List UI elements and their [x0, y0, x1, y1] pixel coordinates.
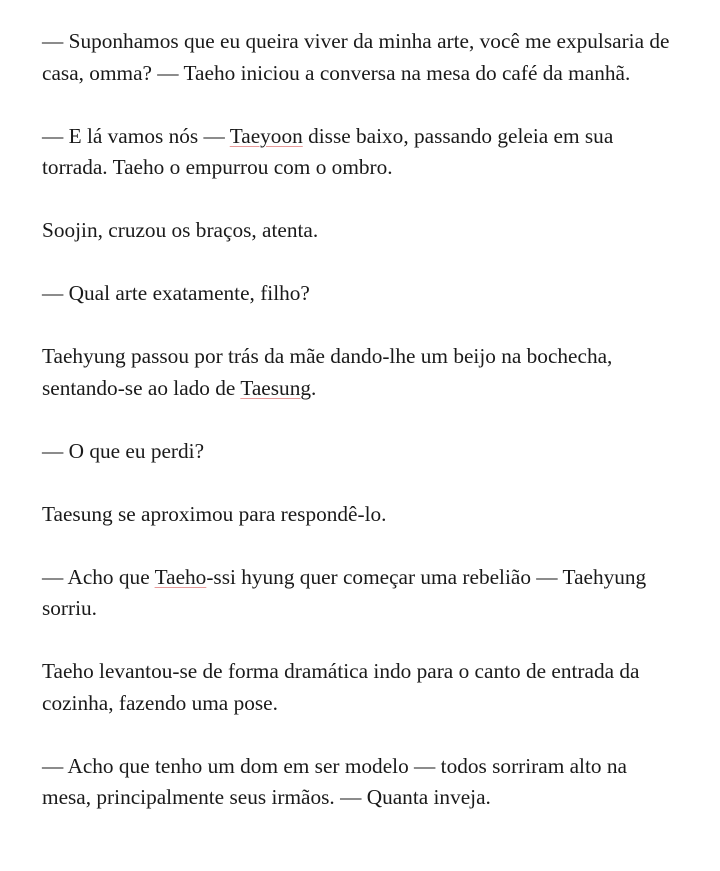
- paragraph-text: Taeho levantou-se de forma dramática indo para o canto de entrada da cozinha, fazendo uma pose.: [42, 659, 640, 715]
- paragraph-3: [42, 215, 678, 247]
- paragraph-text: — O que eu perdi?: [42, 438, 205, 463]
- misspelled-word-taesung[interactable]: Taesung: [240, 375, 311, 400]
- paragraph-1: [42, 26, 678, 89]
- paragraph-5: [42, 341, 678, 404]
- paragraph-7: [42, 499, 678, 531]
- paragraph-text: disse baixo, passando geleia em sua torrada. Taeho o empurrou com o ombro.: [42, 123, 614, 179]
- paragraph-text: — Qual arte exatamente, filho?: [42, 281, 310, 305]
- paragraph-text: — Acho que: [42, 564, 155, 589]
- paragraph-text: — Acho que tenho um dom em ser modelo — todos sorriram alto na mesa, principalmente seus irmãos. — Quanta inveja.: [42, 753, 627, 809]
- paragraph-text: Soojin, cruzou os braços, atenta.: [42, 218, 319, 242]
- paragraph-10: [42, 751, 678, 814]
- paragraph-text: — Suponhamos que eu queira viver da minha arte, você me expulsaria de casa, omma? — Taeho iniciou a conversa na mesa do café da manhã.: [42, 29, 670, 85]
- paragraph-text: .: [311, 375, 317, 400]
- paragraph-text: Taehyung passou por trás da mãe dando-lhe um beijo na bochecha, sentando-se ao lado de: [42, 344, 613, 400]
- paragraph-2: [42, 121, 678, 184]
- paragraph-text: Taesung se aproximou para respondê-lo.: [42, 501, 387, 526]
- misspelled-word-taeyoon[interactable]: Taeyoon: [229, 123, 303, 148]
- misspelled-word-taeho[interactable]: Taeho: [154, 564, 207, 589]
- paragraph-text: -ssi hyung quer começar uma rebelião — Taehyung sorriu.: [42, 564, 647, 620]
- paragraph-8: [42, 562, 678, 625]
- paragraph-6: [42, 436, 678, 468]
- paragraph-9: [42, 656, 678, 719]
- paragraph-4: [42, 278, 678, 310]
- paragraph-text: — E lá vamos nós —: [42, 123, 230, 148]
